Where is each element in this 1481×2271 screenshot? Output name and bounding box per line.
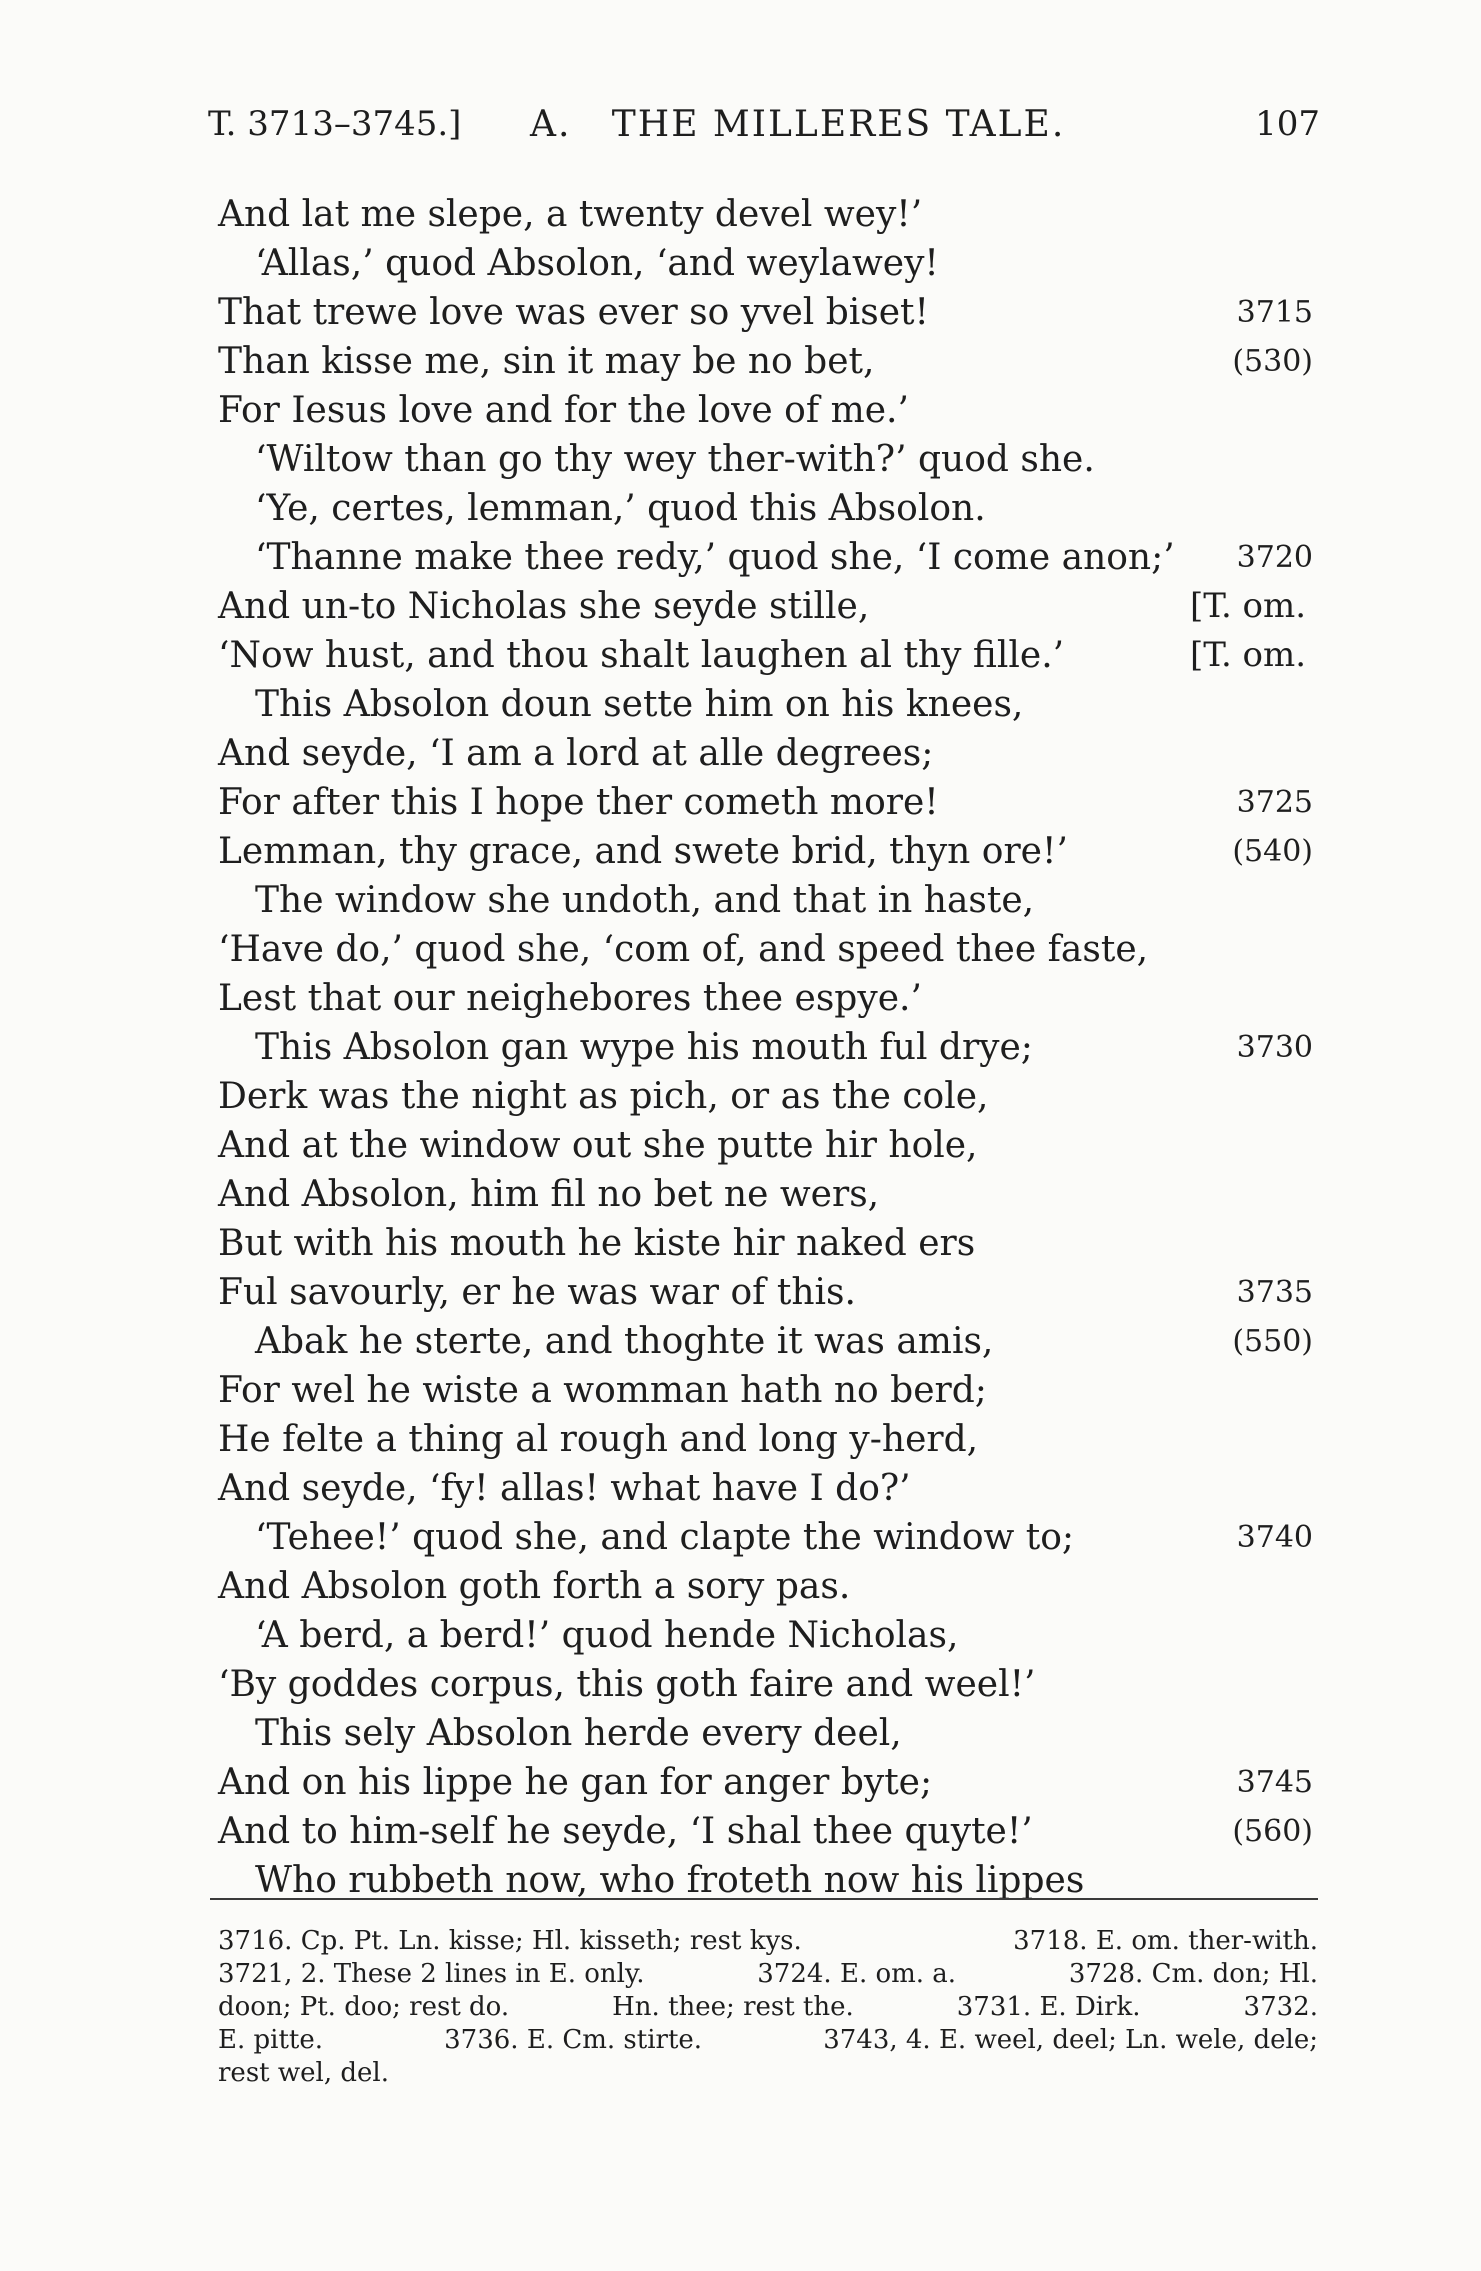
poem-line-text: This Absolon gan wype his mouth ful drye; [255,1027,1033,1068]
footnote-entry: 3716. Cp. Pt. Ln. kisse; Hl. kisseth; rest kys. [218,1926,802,1956]
poem-line [0,1023,1481,1072]
poem-line [0,1562,1481,1611]
poem-line [0,1366,1481,1415]
variant-note: [T. om. [1190,635,1307,675]
footnote-divider [210,1898,1318,1900]
poem-line-text: This sely Absolon herde every deel, [255,1713,902,1754]
line-number: 3720 [1236,540,1313,575]
tale-title: THE MILLERES TALE. [611,104,1066,145]
poem-line-text: For after this I hope ther cometh more! [218,782,939,823]
poem-line-text: He felte a thing al rough and long y-herd, [218,1419,979,1460]
poem-line-text: And at the window out she putte hir hole, [218,1125,978,1166]
poem-line-text: ‘Ye, certes, lemman,’ quod this Absolon. [255,488,986,529]
poem-line [0,1219,1481,1268]
line-number: (550) [1232,1324,1313,1359]
poem-line-text: Ful savourly, er he was war of this. [218,1272,856,1313]
poem-line [0,1758,1481,1807]
poem-line-text: That trewe love was ever so yvel biset! [218,292,929,333]
poem-line [0,827,1481,876]
variant-note: [T. om. [1190,586,1307,626]
poem-line [0,631,1481,680]
footnote-entry: 3721, 2. These 2 lines in E. only. [218,1959,645,1989]
footnote-entry: 3718. E. om. ther-with. [1013,1926,1318,1956]
footnote-entry: rest wel, del. [218,2058,389,2088]
line-number: 3725 [1236,785,1313,820]
page-title [530,104,1065,145]
footnotes [218,1925,1318,2090]
poem-line-text: ‘Now hust, and thou shalt laughen al thy fille.’ [218,635,1065,676]
footnote-entry: Hn. thee; rest the. [612,1992,854,2022]
footnote-entry: E. pitte. [218,2025,324,2055]
footnote-entry: 3724. E. om. a. [757,1959,957,1989]
footnote-entry: 3731. E. Dirk. [956,1992,1141,2022]
page-number: 107 [1255,104,1320,144]
poem-text [0,190,1481,1905]
poem-line [0,1072,1481,1121]
poem-line-text: ‘Tehee!’ quod she, and clapte the window to; [255,1517,1075,1558]
poem-line [0,1709,1481,1758]
poem-line-text: Abak he sterte, and thoghte it was amis, [255,1321,994,1362]
footnote-line [218,1991,1318,2024]
poem-line [0,337,1481,386]
poem-line-text: Who rubbeth now, who froteth now his lippes [255,1860,1085,1901]
line-number: (530) [1232,344,1313,379]
poem-line [0,435,1481,484]
poem-line [0,1464,1481,1513]
line-number: (560) [1232,1814,1313,1849]
poem-line [0,925,1481,974]
poem-line-text: But with his mouth he kiste hir naked ers [218,1223,976,1264]
poem-line-text: Derk was the night as pich, or as the cole, [218,1076,989,1117]
poem-line-text: And on his lippe he gan for anger byte; [218,1762,933,1803]
line-range: T. 3713–3745.] [208,104,462,144]
poem-line-text: This Absolon doun sette him on his knees, [255,684,1024,725]
poem-line [0,288,1481,337]
line-number: 3735 [1236,1275,1313,1310]
running-header [190,104,1320,154]
section-letter: A. [530,104,572,145]
poem-line-text: ‘Allas,’ quod Absolon, ‘and weylawey! [255,243,939,284]
footnote-line [218,2024,1318,2057]
poem-line-text: ‘Wiltow than go thy wey ther-with?’ quod she. [255,439,1095,480]
poem-line [0,876,1481,925]
footnote-entry: doon; Pt. doo; rest do. [218,1992,510,2022]
poem-line [0,1513,1481,1562]
footnote-line [218,2057,1318,2090]
poem-line [0,1317,1481,1366]
poem-line [0,1660,1481,1709]
poem-line [0,729,1481,778]
poem-line [0,582,1481,631]
footnote-line [218,1925,1318,1958]
footnote-entry: 3732. [1243,1992,1318,2022]
poem-line [0,239,1481,288]
poem-line [0,974,1481,1023]
line-number: 3715 [1236,295,1313,330]
poem-line [0,386,1481,435]
poem-line-text: And un-to Nicholas she seyde stille, [218,586,870,627]
line-number: (540) [1232,834,1313,869]
poem-line-text: For Iesus love and for the love of me.’ [218,390,909,431]
poem-line-text: And seyde, ‘I am a lord at alle degrees; [218,733,934,774]
poem-line-text: And lat me slepe, a twenty devel wey!’ [218,194,923,235]
footnote-entry: 3736. E. Cm. stirte. [444,2025,703,2055]
poem-line [0,1611,1481,1660]
line-number: 3730 [1236,1030,1313,1065]
poem-line [0,1807,1481,1856]
poem-line [0,680,1481,729]
footnote-entry: 3728. Cm. don; Hl. [1068,1959,1318,1989]
poem-line [0,1415,1481,1464]
line-number: 3740 [1236,1520,1313,1555]
poem-line-text: And Absolon goth forth a sory pas. [218,1566,851,1607]
footnote-line [218,1958,1318,1991]
poem-line-text: Lest that our neighebores thee espye.’ [218,978,922,1019]
poem-line-text: And Absolon, him fil no bet ne wers, [218,1174,880,1215]
poem-line [0,190,1481,239]
line-number: 3745 [1236,1765,1313,1800]
poem-line-text: ‘Have do,’ quod she, ‘com of, and speed thee faste, [218,929,1149,970]
poem-line [0,778,1481,827]
poem-line [0,1268,1481,1317]
poem-line-text: ‘Thanne make thee redy,’ quod she, ‘I come anon;’ [255,537,1175,578]
poem-line-text: Than kisse me, sin it may be no bet, [218,341,875,382]
poem-line [0,533,1481,582]
poem-line [0,1121,1481,1170]
poem-line [0,1170,1481,1219]
poem-line-text: ‘By goddes corpus, this goth faire and weel!’ [218,1664,1036,1705]
poem-line-text: For wel he wiste a womman hath no berd; [218,1370,987,1411]
poem-line-text: And seyde, ‘fy! allas! what have I do?’ [218,1468,911,1509]
poem-line-text: The window she undoth, and that in haste, [255,880,1035,921]
footnote-entry: 3743, 4. E. weel, deel; Ln. wele, dele; [823,2025,1318,2055]
poem-line-text: Lemman, thy grace, and swete brid, thyn ore!’ [218,831,1068,872]
poem-line-text: And to him-self he seyde, ‘I shal thee quyte!’ [218,1811,1033,1852]
poem-line [0,484,1481,533]
poem-line-text: ‘A berd, a berd!’ quod hende Nicholas, [255,1615,959,1656]
